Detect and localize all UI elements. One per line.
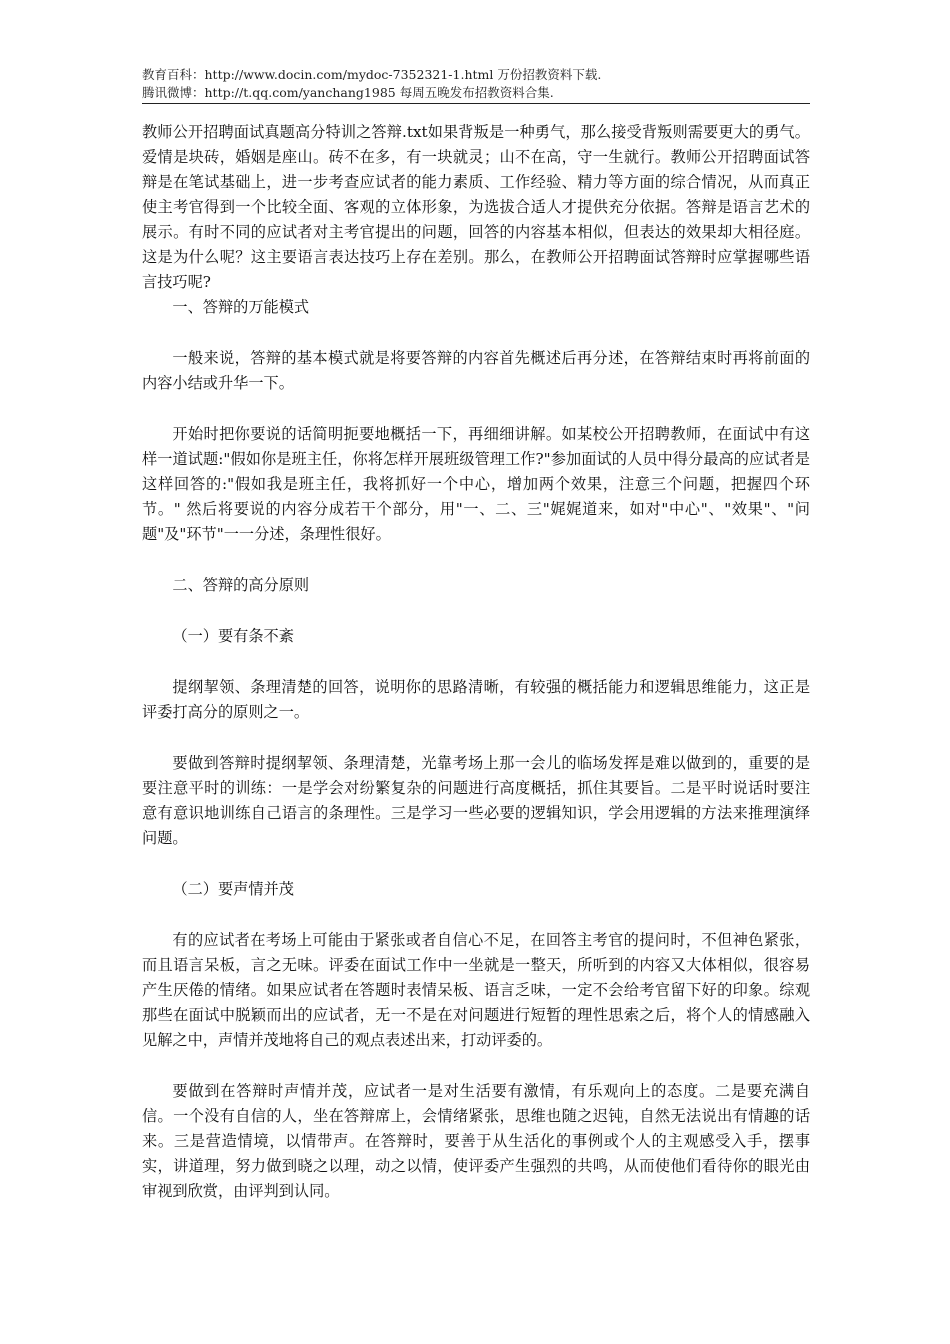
section-heading-universal-mode: 一、答辩的万能模式 [172,298,310,316]
paragraph-expressive-1: 有的应试者在考场上可能由于紧张或者自信心不足，在回答主考官的提问时，不但神色紧张，而且语言呆板，言之无味。评委在面试工作中一坐就是一整天，所听到的内容又大体相似，很容易产生厌倦的情绪。如果应试者在答题时表情呆板、语言乏味，一定不会给考官留下好的印象。综观那些在面试中脱颖而出的应试者，无一不是在对问题进行短暂的理性思索之后，将个人的情感融入见解之中，声情并茂地将自己的观点表述出来，打动评委的。 [142,931,810,1049]
paragraph-expressive-2: 要做到在答辩时声情并茂，应试者一是对生活要有激情，有乐观向上的态度。二是要充满自信。一个没有自信的人，坐在答辩席上，会情绪紧张，思维也随之迟钝，自然无法说出有情趣的话来。三是营造情境，以情带声。在答辩时，要善于从生活化的事例或个人的主观感受入手，摆事实，讲道理，努力做到晓之以理，动之以情，使评委产生强烈的共鸣，从而使他们看待你的眼光由审视到欣赏，由评判到认同。 [142,1082,810,1200]
page-header [142,66,810,102]
document-body [142,120,810,1204]
subheading-expressive: （二）要声情并茂 [172,880,294,898]
header-line-weibo: 腾讯微博：http://t.qq.com/yanchang1985 每周五晚发布招教资料合集. [142,85,554,100]
paragraph-basic-mode: 一般来说，答辩的基本模式就是将要答辩的内容首先概述后再分述，在答辩结束时再将前面的内容小结或升华一下。 [142,349,810,392]
intro-paragraph: 教师公开招聘面试真题高分特训之答辩.txt如果背叛是一种勇气，那么接受背叛则需要更大的勇气。爱情是块砖，婚姻是座山。砖不在多，有一块就灵；山不在高，守一生就行。教师公开招聘面试答辩是在笔试基础上，进一步考查应试者的能力素质、工作经验、精力等方面的综合情况，从而真正使主考官得到一个比较全面、客观的立体形象，为选拔合适人才提供充分依据。答辩是语言艺术的展示。有时不同的应试者对主考官提出的问题，回答的内容基本相似，但表达的效果却大相径庭。这是为什么呢？这主要语言表达技巧上存在差别。那么，在教师公开招聘面试答辩时应掌握哪些语言技巧呢? [142,123,810,291]
section-heading-high-score-principles: 二、答辩的高分原则 [172,576,310,594]
paragraph-orderly-1: 提纲挈领、条理清楚的回答，说明你的思路清晰，有较强的概括能力和逻辑思维能力，这正是评委打高分的原则之一。 [142,678,810,721]
subheading-orderly: （一）要有条不紊 [172,627,294,645]
paragraph-example-answer: 开始时把你要说的话简明扼要地概括一下，再细细讲解。如某校公开招聘教师，在面试中有这样一道试题:"假如你是班主任，你将怎样开展班级管理工作?"参加面试的人员中得分最高的应试者是这样回答的:"假如我是班主任，我将抓好一个中心，增加两个效果，注意三个问题，把握四个环节。" 然后将要说的内容分成若干个部分，用"一、二、三"娓娓道来，如对"中心"、"效果"、"问题"及"环节"一一分述，条理性很好。 [142,425,810,543]
header-line-encyclopedia: 教育百科：http://www.docin.com/mydoc-7352321-1.html 万份招教资料下载. [142,67,602,82]
header-divider [142,103,810,104]
paragraph-orderly-2: 要做到答辩时提纲挈领、条理清楚，光靠考场上那一会儿的临场发挥是难以做到的，重要的是要注意平时的训练：一是学会对纷繁复杂的问题进行高度概括，抓住其要旨。二是平时说话时要注意有意识地训练自己语言的条理性。三是学习一些必要的逻辑知识，学会用逻辑的方法来推理演绎问题。 [142,754,810,847]
